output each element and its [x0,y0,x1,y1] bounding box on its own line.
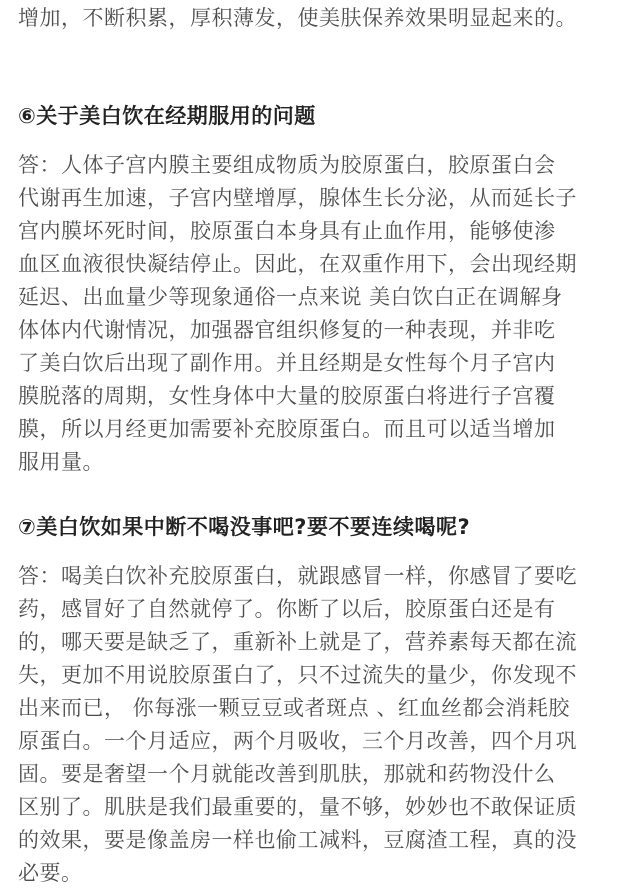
section-6-line: 代谢再生加速，子宫内壁增厚，腺体生长分泌，从而延长子 [18,186,577,210]
section-7-heading: ⑦美白饮如果中断不喝没事吧?要不要连续喝呢? [18,515,471,539]
section-7-line: 固。要是奢望一个月就能改善到肌肤，那就和药物没什么 [18,762,556,786]
section-7-line: 出来而已， 你每涨一颗豆豆或者斑点 、红血丝都会消耗胶 [18,696,570,720]
section-6-heading: ⑥关于美白饮在经期服用的问题 [18,104,316,128]
section-6-line: 延迟、出血量少等现象通俗一点来说 美白饮白正在调解身 [18,285,563,309]
section-7-line: 必要。 [18,861,83,885]
section-6-line: 服用量。 [18,450,104,474]
section-7-line: 失，更加不用说胶原蛋白了，只不过流失的量少，你发现不 [18,663,577,687]
section-7-line: 的，哪天要是缺乏了，重新补上就是了，营养素每天都在流 [18,630,577,654]
section-6-line: 体体内代谢情况，加强器官组织修复的一种表现，并非吃 [18,318,556,342]
section-6-line: 膜，所以月经更加需要补充胶原蛋白。而且可以适当增加 [18,417,556,441]
section-7-line: 原蛋白。一个月适应，两个月吸收，三个月改善，四个月巩 [18,729,577,753]
section-6-line: 了美白饮后出现了副作用。并且经期是女性每个月子宫内 [18,351,556,375]
section-7-line: 的效果，要是像盖房一样也偷工减料，豆腐渣工程，真的没 [18,828,577,852]
section-6-line: 宫内膜坏死时间，胶原蛋白本身具有止血作用，能够使渗 [18,219,556,243]
section-7-line: 药，感冒好了自然就停了。你断了以后，胶原蛋白还是有 [18,597,556,621]
section-6-line: 答：人体子宫内膜主要组成物质为胶原蛋白，胶原蛋白会 [18,153,556,177]
section-7-line: 答：喝美白饮补充胶原蛋白，就跟感冒一样，你感冒了要吃 [18,564,577,588]
section-7-line: 区别了。肌肤是我们最重要的，量不够，妙妙也不敢保证质 [18,795,577,819]
section-6-line: 膜脱落的周期，女性身体中大量的胶原蛋白将进行子宫覆 [18,384,556,408]
section-6-line: 血区血液很快凝结停止。因此，在双重作用下，会出现经期 [18,252,577,276]
intro-line: 增加，不断积累，厚积薄发，使美肤保养效果明显起来的。 [18,6,577,30]
